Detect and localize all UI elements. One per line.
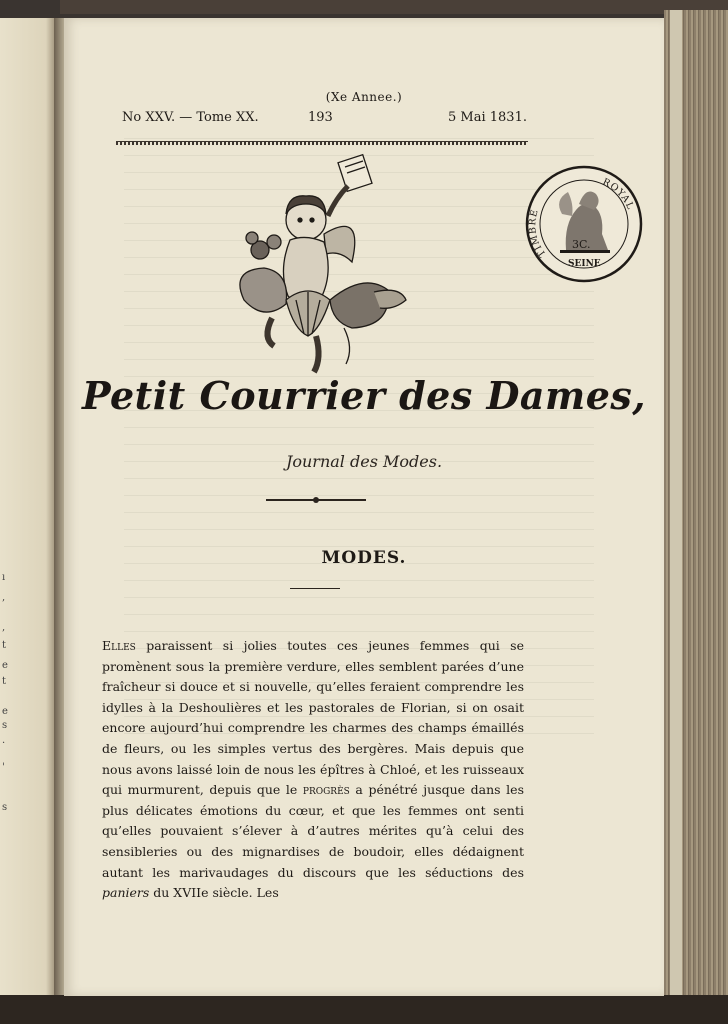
page-number: 193 (308, 110, 333, 125)
royal-stamp-icon (524, 164, 644, 284)
left-page-margin-char: e (2, 706, 8, 717)
issue-number: No XXV. — Tome XX. (122, 110, 259, 125)
article-paragraph (102, 636, 524, 904)
left-page-margin-char: ı (2, 572, 6, 583)
stamp-region: SEINE (568, 259, 601, 269)
masthead-subtitle: Journal des Modes. (285, 452, 443, 471)
left-page-margin-char: t (2, 676, 7, 687)
right-page (64, 18, 664, 996)
header-rule (116, 141, 528, 145)
left-page-margin-char: · (2, 738, 6, 749)
book-page-edges (664, 10, 728, 1000)
cherub-illustration-icon (224, 150, 414, 382)
svg-text:TIMBRE: TIMBRE (527, 207, 549, 259)
svg-text:ROYAL: ROYAL (600, 176, 636, 212)
left-page-margin-char: s (2, 720, 8, 731)
year-label: (Xe Annee.) (325, 90, 403, 104)
book-cover-top (60, 0, 728, 14)
article-italic-word: paniers (102, 885, 150, 901)
issue-date: 5 Mai 1831. (448, 110, 527, 125)
book-bottom (0, 995, 728, 1024)
article-dropcap: Elles (102, 638, 136, 653)
left-page (0, 18, 54, 996)
ornament-rule-bottom (290, 588, 340, 589)
left-page-margin-char: t (2, 640, 7, 651)
section-title: MODES. (321, 548, 407, 568)
left-page-margin-char: , (2, 622, 6, 633)
left-page-margin-char: , (2, 592, 6, 603)
book-gutter (54, 18, 64, 996)
article-text (102, 636, 524, 904)
masthead-title: Petit Courrier des Dames, (81, 373, 647, 418)
ornament-dot-top (313, 497, 319, 503)
left-page-margin-char: s (2, 802, 8, 813)
left-page-margin-char: e (2, 660, 8, 671)
article-text-part-2: a pénétré jusque dans les plus délicates émotions du cœur, et que les femmes ont senti qu’elles pouvaient s’élever à d’autres mérites qu’à celui des sensibleries ou des mignardises de boudoir, elles dédaignent autant les marivaudages du discours que les séductions des (102, 782, 524, 880)
article-text-part-3: du XVIIe siècle. Les (153, 885, 279, 901)
stamp-price: 3C. (572, 238, 591, 251)
article-text-part-1: paraissent si jolies toutes ces jeunes femmes qui se promènent sous la première verdure, elles semblent parées d’une fraîcheur si douce et si nouvelle, qu’elles feraient comprendre les idylles à la Deshoulières et les pastorales de Florian, si on osait encore aujourd’hui comprendre les charmes des champs émaillés de fleurs, ou les simples vertus des bergères. Mais depuis que nous avons laissé loin de nous les épîtres à Chloé, et les ruisseaux qui murmurent, depuis que le (102, 638, 524, 798)
left-page-margin-char: ' (2, 762, 5, 773)
article-small-caps-word: progrès (302, 782, 350, 798)
